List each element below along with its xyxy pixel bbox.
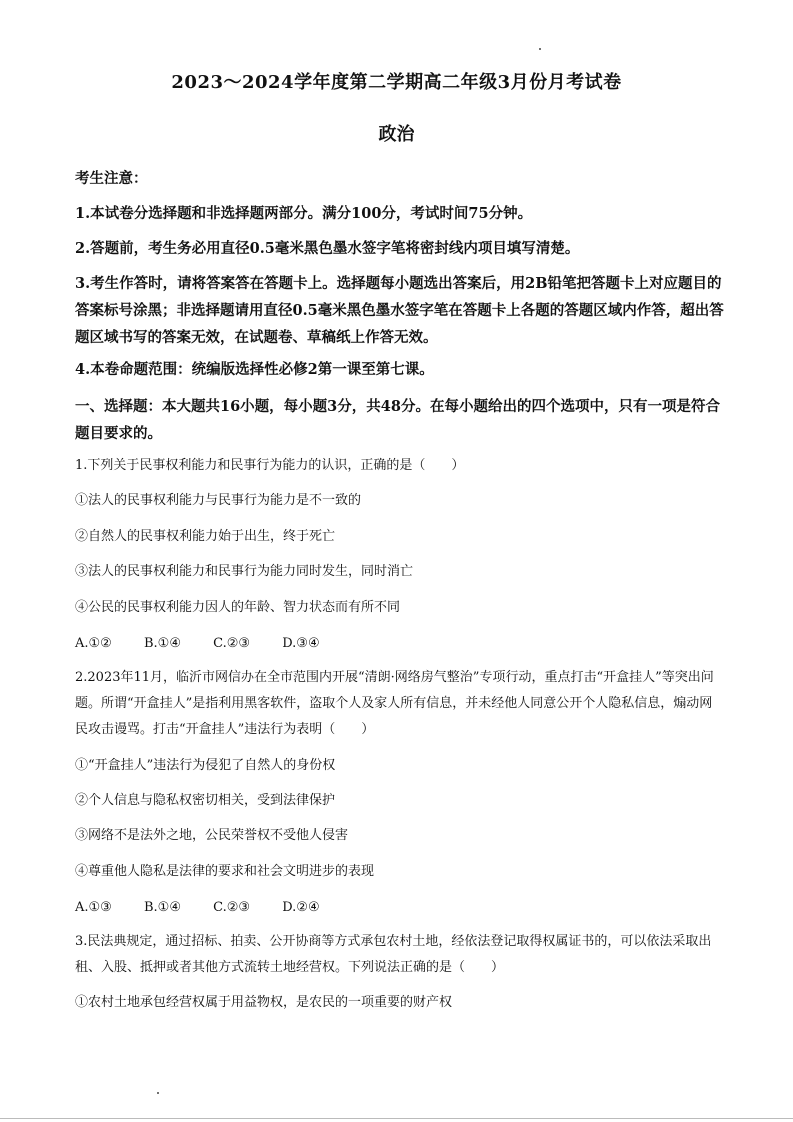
section-heading: 一、选择题：本大题共16小题，每小题3分，共48分。在每小题给出的四个选项中，只有一项是符合题目要求的。 (75, 398, 720, 442)
exam-subject: 政治 (378, 124, 415, 145)
question-1-option-d: D.③④ (282, 636, 320, 651)
question-2-statement-2: ②个人信息与隐私权密切相关，受到法律保护 (75, 793, 336, 808)
question-2-option-a: A.①③ (75, 900, 112, 915)
exam-title: 2023～2024学年度第二学期高二年级3月份月考试卷 (171, 72, 622, 93)
question-1-options (75, 631, 725, 657)
question-1-option-b: B.①④ (143, 636, 181, 651)
question-1-statement-3: ③法人的民事权利能力和民事行为能力同时发生，同时消亡 (75, 564, 414, 579)
question-1-statement-2: ②自然人的民事权利能力始于出生，终于死亡 (75, 529, 336, 544)
question-1-stem: 1.下列关于民事权利能力和民事行为能力的认识，正确的是（ ） (75, 458, 465, 473)
question-2-option-c: C.②③ (213, 900, 251, 915)
notice-heading: 考生注意： (75, 170, 148, 187)
question-2-options (75, 895, 725, 921)
question-2-statement-3: ③网络不是法外之地，公民荣誉权不受他人侵害 (75, 828, 349, 843)
page-mark-dot (539, 48, 541, 50)
question-2-stem: 2.2023年11月，临沂市网信办在全市范围内开展“清朗·网络房气整治”专项行动，重点打击“开盒挂人”等突出问题。所谓“开盒挂人”是指利用黑客软件，盗取个人及家人所有信息，并未经他人同意公开个人隐私信息，煽动网民攻击谩骂。打击“开盒挂人”违法行为表明（ ） (75, 670, 714, 737)
question-1-option-c: C.②③ (213, 636, 251, 651)
question-3-statement-1: ①农村土地承包经营权属于用益物权，是农民的一项重要的财产权 (75, 995, 453, 1010)
question-3-stem: 3.民法典规定，通过招标、拍卖、公开协商等方式承包农村土地，经依法登记取得权属证书的，可以依法采取出租、入股、抵押或者其他方式流转土地经营权。下列说法正确的是（ ） (75, 934, 712, 975)
notice-item-4: 4.本卷命题范围：统编版选择性必修2第一课至第七课。 (75, 361, 434, 378)
notice-item-3: 3.考生作答时，请将答案答在答题卡上。选择题每小题选出答案后，用2B铅笔把答题卡上对应题目的答案标号涂黑；非选择题请用直径0.5毫米黑色墨水签字笔在答题卡上各题的答题区域内作答，超出答题区域书写的答案无效，在试题卷、草稿纸上作答无效。 (75, 275, 724, 346)
notice-item-1: 1.本试卷分选择题和非选择题两部分。满分100分，考试时间75分钟。 (75, 205, 533, 222)
question-2-statement-4: ④尊重他人隐私是法律的要求和社会文明进步的表现 (75, 864, 375, 879)
notice-item-2: 2.答题前，考生务必用直径0.5毫米黑色墨水签字笔将密封线内项目填写清楚。 (75, 240, 580, 257)
question-1-statement-1: ①法人的民事权利能力与民事行为能力是不一致的 (75, 493, 362, 508)
page-bottom-rule (0, 1118, 793, 1119)
question-1-statement-4: ④公民的民事权利能力因人的年龄、智力状态而有所不同 (75, 600, 401, 615)
question-1-option-a: A.①② (75, 636, 112, 651)
question-2-option-d: D.②④ (282, 900, 320, 915)
page-mark-dot (157, 1092, 159, 1094)
question-2-statement-1: ①“开盒挂人”违法行为侵犯了自然人的身份权 (75, 758, 336, 773)
question-2-option-b: B.①④ (143, 900, 181, 915)
